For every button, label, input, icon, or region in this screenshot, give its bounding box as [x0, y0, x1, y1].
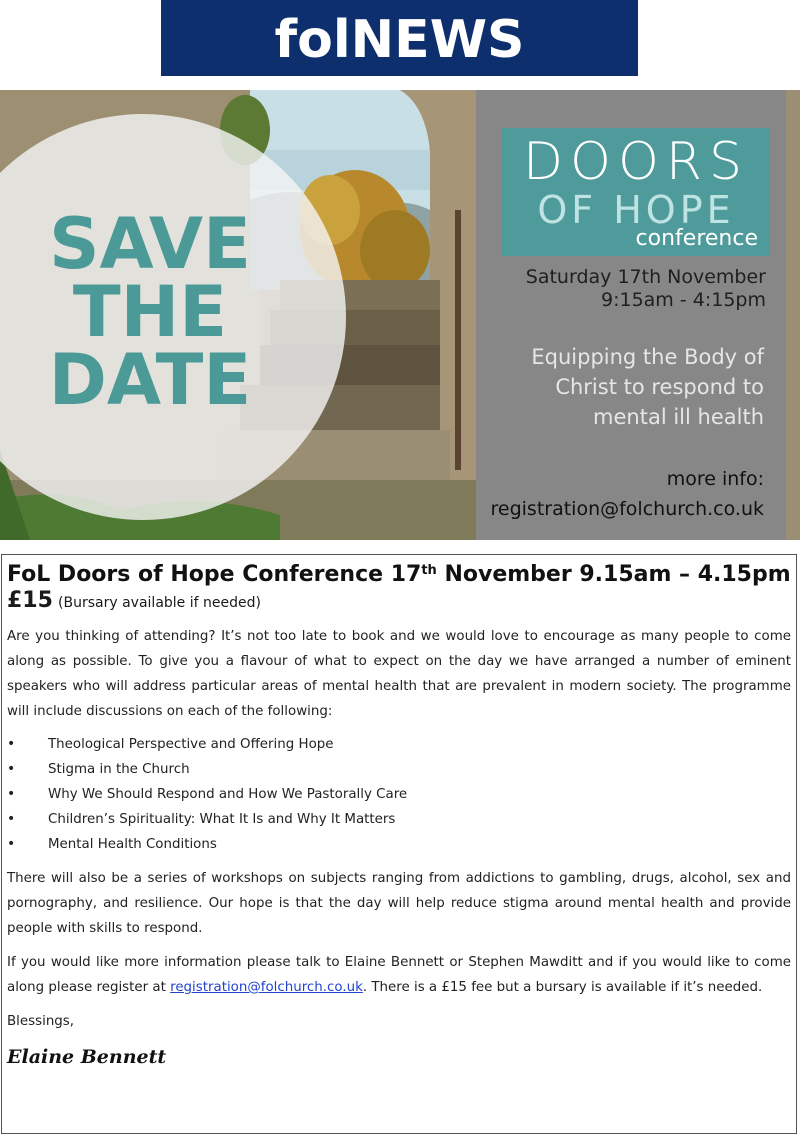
list-item: • Mental Health Conditions	[7, 832, 791, 857]
the-word: THE	[72, 271, 228, 353]
heading-superscript: th	[421, 563, 437, 578]
article-heading	[7, 563, 791, 587]
event-tagline	[484, 342, 764, 432]
bursary-note: (Bursary available if needed)	[58, 595, 261, 611]
conference-article	[1, 554, 797, 1134]
list-item: • Children’s Spirituality: What It Is and Why It Matters	[7, 807, 791, 832]
intro-paragraph: Are you thinking of attending? It’s not too late to book and we would love to encourage as many people to come along as possible. To give you a flavour of what to expect on the day we have arranged a number of eminent speakers who will address particular areas of mental health that are prevalent in modern society. The programme will include discussions on each of the following:	[7, 629, 791, 719]
newsletter-title: folNEWS	[274, 10, 525, 70]
event-banner	[0, 90, 800, 540]
article-body	[7, 624, 791, 1070]
event-date-time	[526, 266, 766, 312]
event-time: 9:15am - 4:15pm	[601, 289, 766, 311]
tagline-line: Christ to respond to	[555, 375, 764, 399]
tagline-line: mental ill health	[593, 405, 764, 429]
save-word: SAVE	[49, 203, 251, 285]
more-info	[491, 464, 765, 524]
date-word: DATE	[48, 339, 252, 421]
list-item: • Why We Should Respond and How We Pastorally Care	[7, 782, 791, 807]
logo-of-hope: OF HOPE	[537, 188, 735, 232]
contact-text-after: . There is a £15 fee but a bursary is available if it’s needed.	[362, 980, 763, 995]
more-info-label: more info:	[666, 468, 764, 490]
logo-conference: conference	[635, 226, 758, 251]
price-line	[7, 589, 791, 615]
heading-main: FoL Doors of Hope Conference 17	[7, 562, 422, 587]
price-amount: £15	[7, 588, 53, 613]
event-info-panel	[476, 90, 786, 540]
save-the-date-text	[32, 203, 268, 421]
list-item: • Theological Perspective and Offering Hope	[7, 732, 791, 757]
heading-rest: November 9.15am – 4.15pm	[436, 562, 791, 587]
topics-list	[7, 732, 791, 857]
event-date: Saturday 17th November	[525, 266, 766, 288]
tagline-line: Equipping the Body of	[531, 345, 764, 369]
workshops-paragraph: There will also be a series of workshops on subjects ranging from addictions to gambling, drugs, alcohol, sex and pornography, and resilience. Our hope is that the day will help reduce stigma around mental health and provide people with skills to respond.	[7, 871, 791, 936]
logo-doors: DOORS	[522, 132, 750, 192]
registration-email-link[interactable]: registration@folchurch.co.uk	[170, 980, 363, 995]
signature: Elaine Bennett	[7, 1046, 167, 1068]
masthead-banner	[161, 0, 638, 76]
more-info-email: registration@folchurch.co.uk	[490, 498, 764, 520]
contact-text-before: If you would like more information please talk to Elaine Bennett or Stephen Mawditt and if you would like to come along please register at	[7, 955, 791, 995]
list-item: • Stigma in the Church	[7, 757, 791, 782]
conference-logo-box	[502, 128, 770, 256]
closing-text: Blessings,	[7, 1014, 75, 1029]
contact-paragraph	[7, 950, 791, 1000]
